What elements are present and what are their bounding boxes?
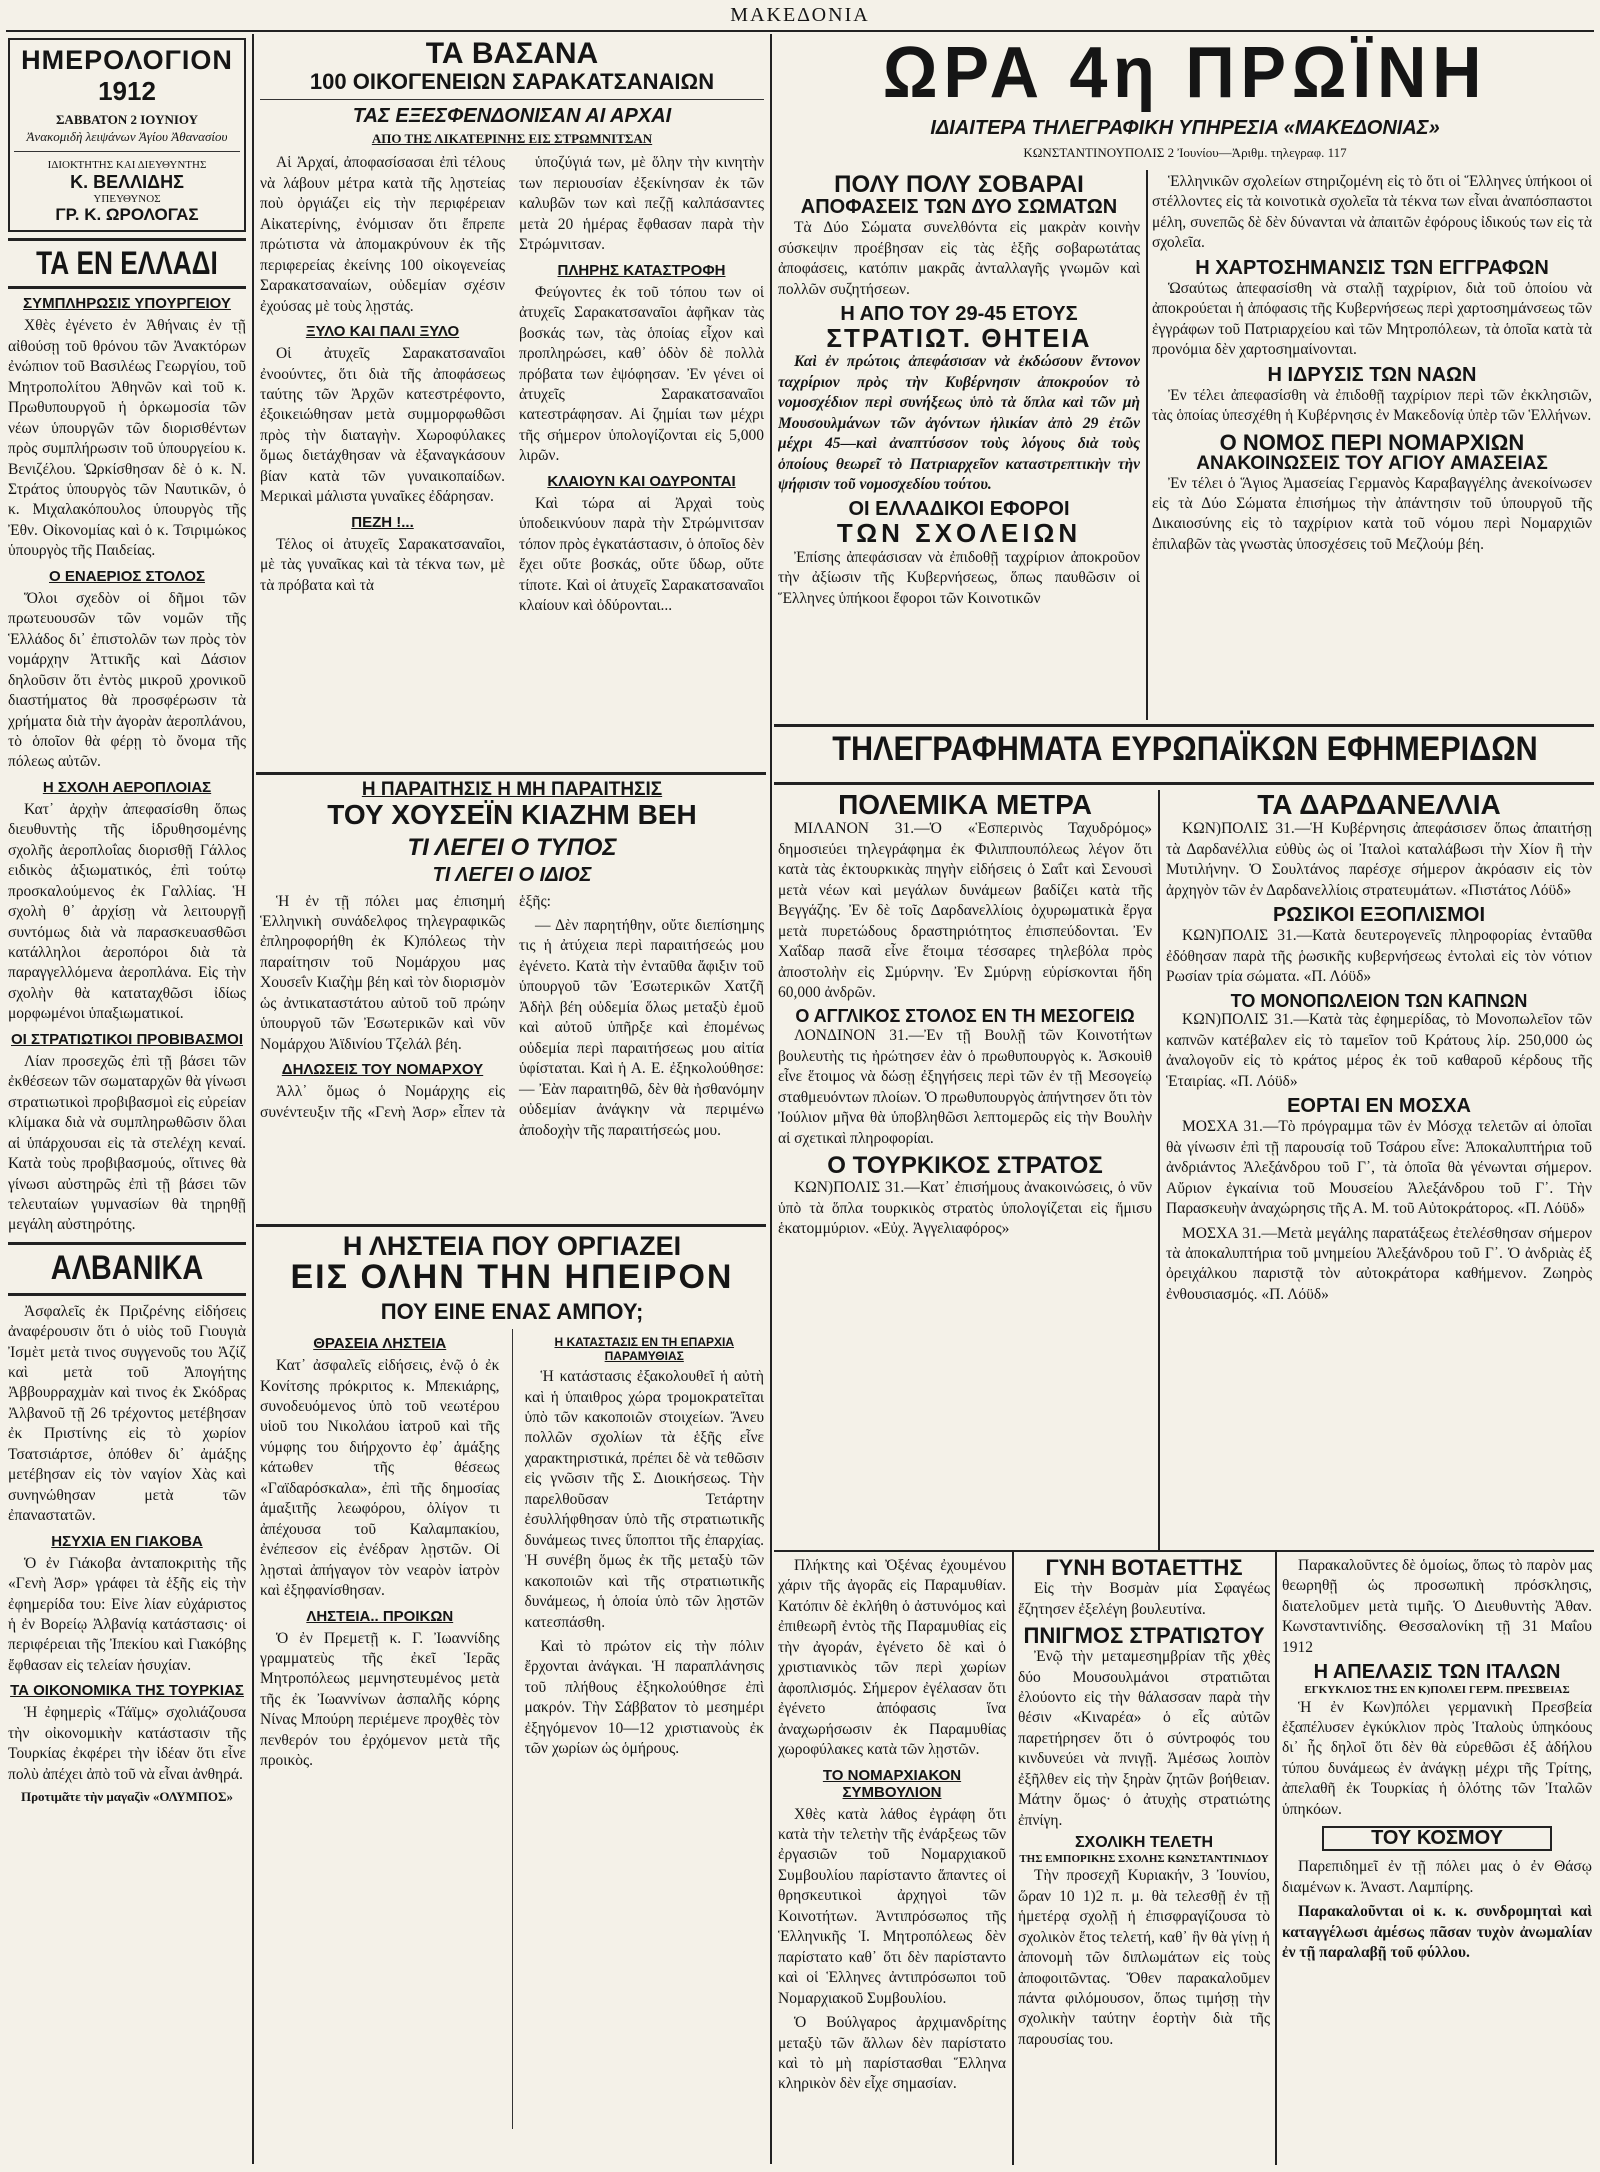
article-text: Ἡ ἐν Κων)πόλει γερμανικὴ Πρεσβεία ἐξαπέλυσεν ἐγκύκλιον πρὸς Ἰταλοὺς ὑπηκόους δι᾽ ἧς δηλοῖ ὅτι δὲν θὰ εὑρεθῶσι ἐξ ἀδήλου τύπου δυνάμεως ἐν ἀνάγκῃ μέχρι τῆς Τρίτης, ἀπελαθῆ ἐκ Τουρκίας ἡ ὁλότης τῶν Ἰταλῶν ὑπηκόων. (1282, 1698, 1592, 1818)
headline-time: ΩΡΑ 4η ΠΡΩΪΝΗ (882, 36, 1488, 113)
headline: Η ΧΑΡΤΟΣΗΜΑΝΣΙΣ ΤΩΝ ΕΓΓΡΑΦΩΝ (1195, 256, 1549, 279)
headline: ΣΧΟΛΙΚΗ ΤΕΛΕΤΗ (1074, 1834, 1214, 1852)
headline-service: ΙΔΙΑΙΤΕΡΑ ΤΗΛΕΓΡΑΦΙΚΗ ΥΠΗΡΕΣΙΑ «ΜΑΚΕΔΟΝΙΑΣ» (930, 116, 1440, 139)
deputy-name: ΓΡ. Κ. ΩΡΟΛΟΓΑΣ (55, 204, 199, 224)
article-text: Ἡ ἐν τῇ πόλει μας ἐπισημή Ἑλληνικὴ συνάδελφος τηλεγραφικῶς ἐπληροφορήθη ἐκ Κ)πόλεως τὴν παραίτησιν τοῦ Νομάρχου μας Χουσεΐν Κιαζὴμ βέη καὶ τὸν διορισμὸν ὡς ἀντικαταστάτου αὐτοῦ τοῦ πρώην ὑπουργοῦ τῶν Ἐσωτερικῶν καὶ νῦν Νομάρχου Ἀϊδινίου Τζελάλ βέη. (260, 892, 505, 1053)
article-text: Χθὲς ἐγένετο ἐν Ἀθήναις ἐν τῇ αἰθούσῃ τοῦ θρόνου τῶν Ἀνακτόρων ἐνώπιον τοῦ Βασιλέως Γεωργίου, τοῦ Μητροπολίτου Ἀθηνῶν καὶ τοῦ κ. Πρωθυπουργοῦ ἡ ὁρκωμοσία τῶν νέων ὑπουργῶν τῶν διορισθέντων πρὸς συμπλήρωσιν τοῦ ὑπουργείου κ. Βενιζέλου. Ὡρκίσθησαν δὲ ὁ κ. Ν. Στράτος ὑπουργὸς τῶν Ναυτικῶν, ὁ κ. Μιχαλακόπουλος ὑπουργὸς τῆς Ἐθν. Οἰκονομίας καὶ ὁ κ. Τσιριμώκος ὑπουργὸς τῆς Παιδείας. (8, 317, 246, 560)
headline: ΠΟΥ ΕΙΝΕ ΕΝΑΣ ΑΜΠΟΥ; (380, 1299, 644, 1325)
headline: ΑΠΟΦΑΣΕΙΣ ΤΩΝ ΔΥΟ ΣΩΜΑΤΩΝ (800, 196, 1118, 219)
article-text: ΜΟΣΧΑ 31.—Τὸ πρόγραμμα τῶν ἐν Μόσχᾳ τελετῶν αἱ ὁποῖαι θὰ γίνωσιν ἐπὶ τῇ παρουσίᾳ τοῦ Τσάρου εἶνε: Ἀποκαλυπτήρια τοῦ ἀνδριάντος Ἀλεξάνδρου τοῦ Γ᾽, τὰ ὁποῖα θὰ γένωνται σήμερον. Αὔριον ἐγκαίνια τοῦ Μουσείου Ἀλεξάνδρου τοῦ Γ᾽. Τὴν Παρασκευὴν ἀναχώρησις τῆς Α. Μ. τοῦ Αὐτοκράτορος. «Π. Λόϋδ» (1166, 1118, 1592, 1218)
headline: ΡΩΣΙΚΟΙ ΕΞΟΠΛΙΣΜΟΙ (1272, 904, 1485, 927)
column-rule (770, 34, 772, 2164)
section-title-european-papers: ΤΗΛΕΓΡΑΦΗΜΑΤΑ ΕΥΡΩΠΑΪΚΩΝ ΕΦΗΜΕΡΙΔΩΝ (832, 730, 1538, 768)
lower-right-col2 (1018, 1556, 1270, 2164)
section-rule (774, 782, 1594, 785)
headline: 100 ΟΙΚΟΓΕΝΕΙΩΝ ΣΑΡΑΚΑΤΣΑΝΑΙΩΝ (309, 68, 715, 94)
article-text: Ἀσφαλεῖς ἐκ Πριζρένης εἰδήσεις ἀναφέρουσιν ὅτι ὁ υἱὸς τοῦ Γιουγιὰ Ἰσμὲτ μετὰ τινος συγγενοῦς του Ἀζίζ καὶ μετὰ τοῦ Ἀπογήτης Ἀββουρραχμὰν καὶ τινος ἐκ Σκόδρας Ἀλβανοῦ τῇ 26 τρέχοντος μετέβησαν ἐκ Πριστίνης εἰς τὸ χωρίον Τσατσιάρτσε, ὁπόθεν δι᾽ ἀμάξης μετέβησαν εἰς τὸν ναγίον Χὰς καὶ συνηνώθησαν μετὰ τῶν ἐπαναστατῶν. (8, 1302, 246, 1525)
section-title-albania: ΑΛΒΑΝΙΚΑ (50, 1248, 204, 1287)
headline-society: ΤΟΥ ΚΟΣΜΟΥ (1322, 1826, 1552, 1851)
notice-text: Παρακαλοῦνται οἱ κ. κ. συνδρομηταὶ καὶ καταγγέλωσι ἀμέσως πᾶσαν τυχὸν ἀνωμαλίαν ἐν τῇ παραλαβῇ τοῦ φύλλου. (1282, 1903, 1592, 1962)
article-text: Λίαν προσεχῶς ἐπὶ τῇ βάσει τῶν ἐκθέσεων τῶν σωματαρχῶν θὰ γίνωσι στρατιωτικοὶ προβιβασμοὶ εἰς εὐρείαν κλίμακα διὰ νὰ συμπληρωθῶσιν ὅλαι αἱ ὑπάρχουσαι εἰς τὰ στελέχη κεναί. Κατὰ τοὺς προβιβασμούς, οἵτινες θὰ γίνωσι αὐστηρῶς ἐπὶ τῇ βάσει τῶν τελευταίων γυμνασίων θὰ τηρηθῇ μεγάλη αὐστηρότης. (8, 1052, 246, 1234)
story-sarakatsanaioi (260, 38, 764, 768)
headline: ΠΟΛΕΜΙΚΑ ΜΕΤΡΑ (838, 790, 1092, 820)
article-text: Καὶ τώρα αἱ Ἀρχαὶ τοὺς ὑποδεικνύουν παρὰ τὴν Στρώμνιτσαν τόπον πρὸς ἐγκατάστασιν, ὁ ὁποῖος δὲν ἔχει οὔτε βοσκάς, οὔτε ὕδωρ, οὔτε τίποτε. Καὶ οἱ ἀτυχεῖς Σαρακατσαναῖοι κλαίουν καὶ ὀδύρονται... (519, 494, 764, 615)
telegram-patriarchate-cont (1152, 172, 1592, 720)
article-text: Εἰς τὴν Βοσμὰν μία Σφαγέως ἔζητησεν ἐξελέγη βουλευτίνα. (1018, 1580, 1270, 1618)
dateline: ΚΩΝΣΤΑΝΤΙΝΟΥΠΟΛΙΣ 2 Ἰουνίου—Ἀριθμ. τηλεγραφ. 117 (1023, 144, 1347, 160)
headline: Η ΑΠΕΛΑΣΙΣ ΤΩΝ ΙΤΑΛΩΝ (1313, 1661, 1561, 1684)
article-text: Ἐν τέλει ἀπεφασίσθη νὰ ἐπιδοθῇ ταχρίριον περὶ τῶν ἐκκλησιῶν, τὰς ὁποίας ὑπεσχέθη ἡ Κυβέρνησις ἐν Μακεδονίᾳ ὑπὲρ τῶν Ἑλλήνων. (1152, 386, 1592, 425)
headline: Ο ΑΓΓΛΙΚΟΣ ΣΤΟΛΟΣ ΕΝ ΤΗ ΜΕΣΟΓΕΙΩ (795, 1006, 1135, 1027)
story-column (260, 1329, 500, 2129)
deputy-label: ΥΠΕΥΘΥΝΟΣ (93, 192, 161, 205)
headline-sub: ΕΓΚΥΚΛΙΟΣ ΤΗΣ ΕΝ Κ)ΠΟΛΕΙ ΓΕΡΜ. ΠΡΕΣΒΕΙΑΣ (1304, 1684, 1570, 1697)
article-text: Ὡσαύτως ἀπεφασίσθη νὰ σταλῇ ταχρίριον, διὰ τοῦ ὁποίου νὰ ἀποκρούεται ἡ ἀπόφασις τῆς Κυβερνήσεως περὶ χαρτοσημάνσεως τῶν ἐγγράφων τοῦ Πατριαρχείου καὶ τῶν Μητροπόλεων, τὰ ὁποῖα κατὰ τὰ προνόμια δὲν χαρτοσημαίνονται. (1152, 279, 1592, 359)
article-heading: ΚΛΑΙΟΥΝ ΚΑΙ ΟΔΥΡΟΝΤΑΙ (547, 472, 736, 490)
article-text: Ἐνῷ τὴν μεταμεσημβρίαν τῆς χθὲς δύο Μουσουλμάνοι στρατιῶται ἐλούοντο εἰς τὴν θάλασσαν παρὰ τὴν θέσιν «Κιναρέα» ὁ εἷς αὐτῶν παρετήρησεν ὅτι ὁ σύντροφός του κινδυνεύει νὰ πνιγῇ. Ἀμέσως λοιπὸν ἐξῆλθεν εἰς τὴν ξηρὰν ζητῶν βοήθειαν. Μάτην ὅμως· ὁ ἀτυχὴς στρατιώτης ἐπνίγη. (1018, 1648, 1270, 1829)
article-text: ΚΩΝ)ΠΟΛΙΣ 31.—Ἡ Κυβέρνησις ἀπεφάσισεν ὅπως ἀπαιτήσῃ τὰ Δαρδανέλλια εὐθὺς ὡς οἱ Ἰταλοὶ καταλάβωσι τὴν Χίον ἢ τὴν Μυτιλήνην. Ὁ Σουλτάνος παρέσχε σήμερον ἀκρόασιν εἰς τὸν ἀρχηγὸν τῶν ἐν Δαρδανελλίοις στρατευμάτων. «Πιστάτος Λόϋδ» (1166, 820, 1592, 899)
headline: ΤΑ ΔΑΡΔΑΝΕΛΛΙΑ (1257, 790, 1501, 820)
article-text: Τὰ Δύο Σώματα συνελθόντα εἰς μακρὰν κοινὴν σύσκεψιν προέβησαν εἰς τὰς ἑξῆς σοβαρωτάτας ἀποφάσεις, κατόπιν μακρᾶς ἀνταλλαγῆς γνωμῶν καὶ πολλῶν συζητήσεων. (778, 219, 1140, 298)
headline: Η ΙΔΡΥΣΙΣ ΤΩΝ ΝΑΩΝ (1267, 363, 1477, 386)
article-text: Καὶ ἐν πρώτοις ἀπεφάσισαν νὰ ἐκδώσουν ἔντονον ταχρίριον πρὸς τὴν Κυβέρνησιν ἀποκρούον τὸ νομοσχέδιον περὶ συνήξεως ὑπὸ τὰ ὅπλα καὶ τῶν μὴ Μουσουλμάνων τῶν ἀγόντων ἡλικίαν ἀπὸ 29 ἐτῶν μέχρι 45—καὶ ἀναπτύσσον τοὺς λόγους διὰ τοὺς ὁποίους θεωρεῖ τὸ Πατριαρχεῖον καταστρεπτικὴν τὴν ψήφισιν τοῦ νομοσχεδίου τούτου. (778, 353, 1140, 494)
headline: ΕΙΣ ΟΛΗΝ ΤΗΝ ΗΠΕΙΡΟΝ (290, 1258, 734, 1297)
article-text: ΚΩΝ)ΠΟΛΙΣ 31.—Κατὰ τὰς ἐφημερίδας, τὸ Μονοπωλεῖον τῶν καπνῶν κατέβαλεν εἰς τὸ ταμεῖον τοῦ Κράτους λίρ. 250,000 ὡς ἀναλογοῦν εἰς τὸ κράτος μέρος ἐκ τοῦ καθαροῦ κέρδους τῆς Ἑταιρίας. «Π. Λόϋδ» (1166, 1011, 1592, 1090)
european-telegrams-left (778, 790, 1152, 1548)
article-heading: ΠΕΖΗ !... (351, 513, 414, 531)
calendar-date: ΣΑΒΒΑΤΟΝ 2 ΙΟΥΝΙΟΥ (55, 111, 199, 127)
column-left (8, 38, 246, 2164)
telegraph-header (778, 36, 1592, 170)
article-text: Τὴν προσεχῆ Κυριακήν, 3 Ἰουνίου, ὥραν 10 1)2 π. μ. θὰ τελεσθῇ ἐν τῇ ἡμετέρᾳ σχολῇ ἡ ἐπισφραγίζουσα τὸ σχολικὸν ἔτος τελετή, καθ᾽ ἣν θὰ γίνῃ ἡ ἀπονομὴ τῶν διπλωμάτων εἰς τοὺς ἀποφοιτῶντας. Ὅθεν παρακαλοῦμεν πάντα φιλόμουσον, ὅπως τιμήσῃ τὴν σχολικὴν ταύτην ἑορτὴν διὰ τῆς παρουσίας του. (1018, 1867, 1270, 2048)
column-rule (1158, 790, 1160, 1550)
story-body (260, 153, 764, 768)
headline: ΠΝΙΓΜΟΣ ΣΤΡΑΤΙΩΤΟΥ (1023, 1623, 1265, 1648)
headline: ΕΟΡΤΑΙ ΕΝ ΜΟΣΧΑ (1287, 1095, 1471, 1118)
article-heading: ΣΥΜΠΛΗΡΩΣΙΣ ΥΠΟΥΡΓΕΙΟΥ (23, 295, 231, 313)
headline: ΣΤΡΑΤΙΩΤ. ΘΗΤΕΙΑ (826, 323, 1092, 353)
owner-label: ΙΔΙΟΚΤΗΤΗΣ ΚΑΙ ΔΙΕΥΘΥΝΤΗΣ (47, 159, 207, 172)
calendar-title: ΗΜΕΡΟΛΟΓΙΟΝ (21, 45, 233, 75)
lower-right-col1 (778, 1556, 1006, 2164)
section-rule (774, 1550, 1594, 1552)
article-heading: ΤΑ ΟΙΚΟΝΟΜΙΚΑ ΤΗΣ ΤΟΥΡΚΙΑΣ (10, 1682, 244, 1700)
article-text: Κατ᾽ ἀσφαλεῖς εἰδήσεις, ἐνῷ ὁ ἐκ Κονίτσης πρόκριτος κ. Μπεκιάρης, συνοδευόμενος ὑπὸ τοῦ νεωτέρου υἱοῦ του Νικολάου ἰατροῦ καὶ τῆς νύμφης του διήρχοντο ἐφ᾽ ἁμάξης κάτωθεν τῆς θέσεως «Γαϊδαρόσκαλα», ἐπὶ τῆς δημοσίας ἁμαξιτῆς λεωφόρου, ὀλίγον τι ἀπέχουσα τοῦ Καλαμπακίου, ἐνέπεσον εἰς ἐνέδραν λῃστῶν. Οἱ λῃσταὶ ἀπήγαγον τὸν νεαρὸν ἰατρὸν καὶ ἐξηφανίσθησαν. (260, 1357, 500, 1600)
headline: Ο ΤΟΥΡΚΙΚΟΣ ΣΤΡΑΤΟΣ (827, 1152, 1103, 1180)
article-text: Πλήκτης καὶ Ὀξένας ἐχουμένου χάριν τῆς ἀγορᾶς εἰς Παραμυθίαν. Κατόπιν δὲ ἐκλήθη ὁ ἀστυνόμος καὶ ἐπιθεωρῆ ἐντὸς τῆς Παραμυθίας εἰς τὴν ἀγοράν, ἐγένετο δὲ καὶ ὁ χριστιανικὸς τῶν περὶ χωρίων ἀφοπλισμός. Σήμερον ἐγέλασαν ὅτι ἐγένετο ἀπόφασις ἵνα ἀναχωρήσωσιν ἐκ Παραμυθίας χωροφύλακες κατὰ τῶν λῃστῶν. (778, 1557, 1006, 1759)
column-rule (1146, 170, 1148, 720)
headline: Η ΠΑΡΑΙΤΗΣΙΣ Η ΜΗ ΠΑΡΑΙΤΗΣΙΣ (361, 780, 663, 800)
headline: ΤΙ ΛΕΓΕΙ Ο ΤΥΠΟΣ (407, 834, 617, 862)
story-rule (256, 1224, 766, 1227)
article-text: ΛΟΝΔΙΝΟΝ 31.—Ἐν τῇ Βουλῇ τῶν Κοινοτήτων βουλευτὴς τις ἠρώτησεν ἐὰν ὁ πρωθυπουργὸς κ. Ἀσκουὶθ εἶνε ἕτοιμος νὰ δώσῃ ἐξηγήσεις περὶ τῶν ἐν τῇ Μεσογείῳ σταθμευόντων πλοίων. Ὁ πρωθυπουργὸς ἀπήντησεν ὅτι τὸν Ἰούλιον μῆνα θὰ ὑποβληθῶσι λεπτομερῶς εἰς τὴν Βουλὴν αἱ σχετικαὶ πληροφορίαι. (778, 1027, 1152, 1147)
article-text: Χθὲς κατὰ λάθος ἐγράφη ὅτι κατὰ τὴν τελετὴν τῆς ἐνάρξεως τῶν ἐργασιῶν τοῦ Νομαρχιακοῦ Συμβουλίου παρίσταντο ἅπαντες οἱ θρησκευτικοὶ ἀρχηγοὶ τῶν Κοινοτήτων. Ἀντιπρόσωπος τῆς Ἑλληνικῆς Ἱ. Μητροπόλεως δὲν παρίστατο καθ᾽ ὅτι δὲν παρίσταντο καὶ οἱ Ἑλληνες ἀντιπρόσωποι τοῦ Νομαρχιακοῦ Συμβουλίου. (778, 1805, 1006, 2007)
headline: Ο ΝΟΜΟΣ ΠΕΡΙ ΝΟΜΑΡΧΙΩΝ (1219, 429, 1525, 455)
article-text: ΚΩΝ)ΠΟΛΙΣ 31.—Κατὰ δευτερογενεῖς πληροφορίας ἐνταῦθα ἐδόθησαν παρὰ τῆς ῥωσικῆς κυβερνήσεως ἐντολαὶ εἰς τὸν νότιον Ρωσίαν τρία σώματα. «Π. Λόϋδ» (1166, 927, 1592, 986)
headline: ΤΑΣ ΕΞΕΣΦΕΝΔΟΝΙΣΑΝ ΑΙ ΑΡΧΑΙ (352, 104, 672, 127)
headline: ΤΩΝ ΣΧΟΛΕΙΩΝ (836, 518, 1082, 549)
article-text: Ὁ ἐν Πρεμετῇ κ. Γ. Ἰωαννίδης γραμματεὺς τῆς ἐκεῖ Ἱερᾶς Μητροπόλεως μεμνηστευμένος μετὰ τῆς ἐκ Ἰωαννίνων ἀσπαλῆς κόρης Νίνας Μπούρη περιέμενε προχθὲς τὸν πενθερόν του ἐρχόμενον μετὰ τῆς προικὸς. (260, 1629, 500, 1770)
article-text: Ἐπίσης ἀπεφάσισαν νὰ ἐπιδοθῇ ταχρίριον ἀποκροῦον τὴν ἀξίωσιν τῆς Κυβερνήσεως, ὅπως παυθῶσιν οἱ Ἕλληνες ὑπήκοοι ἔφοροι τῶν Κοινοτικῶν (778, 548, 1140, 607)
article-heading: ΗΣΥΧΙΑ ΕΝ ΓΙΑΚΟΒΑ (51, 1532, 203, 1550)
headline: ΟΙ ΕΛΛΑΔΙΚΟΙ ΕΦΟΡΟΙ (848, 498, 1070, 521)
article-text: Ἑλληνικῶν σχολείων στηριζομένη εἰς τὸ ὅτι οἱ Ἕλληνες ὑπήκοοι οἱ στέλλοντες εἰς τὰ κοινοτικὰ σχολεῖα τὰ τέκνα των εἶναι ἀναπόσπαστοι μέλη, συνεπῶς δὲ δὲν δύνανται νὰ ἀπαιτῶν ἐφόρους ἰδικούς των εἰς τὰ σχολεῖα. (1152, 173, 1592, 252)
lower-right-col3 (1282, 1556, 1592, 2164)
article-text: Ὁ Βούλγαρος ἀρχιμανδρίτης μεταξὺ τῶν ἄλλων δὲν παρίστατο καὶ τὸ μὴ παρίστασθαι Ἕλληνα κληρικὸν δὲν εἶχε σημασίαν. (778, 2014, 1006, 2093)
article-heading: Η ΚΑΤΑΣΤΑΣΙΣ ΕΝ ΤΗ ΕΠΑΡΧΙΑ ΠΑΡΑΜΥΘΙΑΣ (554, 1335, 734, 1364)
headline: ΓΥΝΗ ΒΟΤΑΕΤΤΗΣ (1045, 1556, 1243, 1580)
section-rule (774, 724, 1594, 727)
story-epirus-banditry (260, 1232, 764, 2164)
footer-advert: Προτιμᾶτε τὴν μαγαζὶν «ΟΛΥΜΠΟΣ» (20, 1789, 234, 1805)
article-heading: ΛΗΣΤΕΙΑ.. ΠΡΟΙΚΩΝ (306, 1607, 454, 1625)
article-text: Αἱ Ἀρχαί, ἀποφασίσασαι ἐπὶ τέλους νὰ λάβουν μέτρα κατὰ τῆς λῃστείας ποὺ ὀργιάζει εἰς τὴν περιφέρειαν Αἰκατερίνης, ἐνόμισαν ὅτι ἔπρεπε πρώτιστα νὰ ἀπομακρύνουν ἐκ τῆς περιφερείας ἐκείνης 100 οἰκογενείας Σαρακατσαναίων, οὐδεμίαν σχέσιν ἐχούσας μὲ τοὺς λῃστάς. (260, 154, 505, 315)
headline-sub: ΑΠΟ ΤΗΣ ΛΙΚΑΤΕΡΙΝΗΣ ΕΙΣ ΣΤΡΩΜΝΙΤΣΑΝ (371, 130, 653, 146)
article-text: Παρακαλοῦντες δὲ ὁμοίως, ὅπως τὸ παρὸν μας θεωρηθῇ ὡς προσωπικὴ πρόσκλησις, διατελοῦμεν μετὰ τιμῆς. Ὁ Διευθυντὴς Ἀθαν. Κωνσταντινίδης. Θεσσαλονίκη τῇ 31 Μαΐου 1912 (1282, 1557, 1592, 1656)
article-heading: ΘΡΑΣΕΙΑ ΛΗΣΤΕΙΑ (313, 1335, 447, 1353)
headline: Η ΛΗΣΤΕΙΑ ΠΟΥ ΟΡΓΙΑΖΕΙ (342, 1232, 682, 1261)
headline-sub: ΤΗΣ ΕΜΠΟΡΙΚΗΣ ΣΧΟΛΗΣ ΚΩΝΣΤΑΝΤΙΝΙΔΟΥ (1019, 1852, 1269, 1865)
headline: ΤΑ ΒΑΣΑΝΑ (425, 38, 599, 70)
article-heading: ΞΥΛΟ ΚΑΙ ΠΑΛΙ ΞΥΛΟ (305, 323, 460, 341)
headline: ΤΟΥ ΧΟΥΣΕΪΝ ΚΙΑΖΗΜ ΒΕΗ (327, 798, 697, 830)
article-text: ὑποζύγιά των, μὲ ὅλην τὴν κινητὴν των περιουσίαν ἐξεκίνησαν ἐκ τῶν καλυβῶν των καὶ πεζῇ καλπάσαντες μετὰ 20 ἡμέρας ἔφθασαν παρὰ τὴν Στρώμνιτσαν. (519, 154, 764, 254)
article-heading: ΟΙ ΣΤΡΑΤΙΩΤΙΚΟΙ ΠΡΟΒΙΒΑΣΜΟΙ (11, 1030, 243, 1048)
headline: ΠΟΛΥ ΠΟΛΥ ΣΟΒΑΡΑΙ (834, 172, 1084, 198)
story-body (260, 1329, 764, 2129)
headline: ΤΟ ΜΟΝΟΠΩΛΕΙΟΝ ΤΩΝ ΚΑΠΝΩΝ (1230, 990, 1528, 1011)
calendar-year: 1912 (98, 76, 156, 107)
article-heading: ΔΗΛΩΣΕΙΣ ΤΟΥ ΝΟΜΑΡΧΟΥ (281, 1061, 484, 1079)
european-telegrams-right (1166, 790, 1592, 1548)
calendar-box (8, 38, 246, 232)
masthead: ΜΑΚΕΔΟΝΙΑ (730, 4, 870, 26)
article-text: Οἱ ἀτυχεῖς Σαρακατσαναῖοι ἐνοούντες, ὅτι διὰ τῆς ἀποφάσεως ταύτης τῶν Ἀρχῶν κατεστρέφοντο, ἐξοικειώθησαν μετὰ συμμορφωθῶσι πρὸς τὴν διαταγὴν. Χωροφύλακες ὅμως διετάχθησαν νὰ ἐξαναγκάσουν βίαν κατὰ τῶν γυναικοπαίδων. Μερικαὶ μάλιστα γυναῖκες ἐδάρησαν. (260, 345, 505, 506)
column-rule (1275, 1550, 1277, 2165)
article-text: Ἡ ἐφημερὶς «Τάϊμς» σχολιάζουσα τὴν οἰκονομικὴν κατάστασιν τῆς Τουρκίας ἐκφέρει τὴν ἰδέαν ὅτι εἶνε πολὺ ἀπέχει ἀπὸ τοῦ νὰ εἶναι ἀνθηρά. (8, 1704, 246, 1783)
owner-name: Κ. ΒΕΛΛΙΔΗΣ (70, 171, 184, 192)
article-text: Ἀλλ᾽ ὅμως ὁ Νομάρχης εἰς συνέντευξιν τῆς «Γενὴ Ἀσρ» εἶπεν τὰ ἑξῆς: (260, 892, 551, 1121)
article-text: ΜΟΣΧΑ 31.—Μετὰ μεγάλης παρατάξεως ἐτελέσθησαν σήμερον τὰ ἀποκαλυπτήρια τοῦ μνημείου Ἀλεξάνδρου τοῦ Γ᾽. Ὁ ἀνδριὰς ἐξ ὀρειχάλκου παριστᾷ τὸν αὐτοκράτορα καθήμενον. Ζωηρὸς ἐνθουσιασμός. «Π. Λόϋδ» (1166, 1224, 1592, 1303)
column-rule (252, 34, 254, 2164)
article-heading: Η ΣΧΟΛΗ ΑΕΡΟΠΛΟΙΑΣ (42, 778, 212, 796)
article-text: Καὶ τὸ πρώτον εἰς τὴν πόλιν ἔρχονται ἀνάγκαι. Ἡ παραπλάνησις τοῦ πλήθους ἐξηκολούθησε ἐπὶ μακρόν. Τὴν Σάββατον τὸ μεσημέρι ἐξηγόμενον 10—12 χριστιανοὺς ἐκ τῶν χωρίων ὡς ὁμήρους. (524, 1638, 764, 1758)
masthead-rule (6, 30, 1594, 32)
column-rule (1012, 1550, 1014, 2165)
headline: Η ΑΠΟ ΤΟΥ 29-45 ΕΤΟΥΣ (840, 303, 1078, 325)
article-text: ΜΙΛΑΝΟΝ 31.—Ὁ «Ἑσπερινὸς Ταχυδρόμος» δημοσιεύει τηλεγράφημα ἐκ Φιλιππουπόλεως λέγον ὅτι κατὰ τὰς ἐκτουρκικὰς πηγὴν εἰδήσεις ὁ Σαΐτ καὶ Σενουσὶ μετὰ νέων καὶ μεγάλων δυνάμεων βαδίζει κατὰ τῆς Βεγγάζης. Ἐν δὲ τοῖς Δαρδανελλίοις ὀχυρωματικὰ ἔργα μετὰ πυρετώδους δραστηριότητος ἐπισπεύδονται. Ἐν Χαΐδαρ πασᾶ εἶνε ἕτοιμα τέσσαρες τηλεβόλα πρὸς ἀποστολὴν εἰς Σμύρνην. Ἐν Σμύρνῃ εὑρίσκονται ἤδη 60,000 ἀνδρῶν. (778, 820, 1152, 1002)
article-heading: ΠΛΗΡΗΣ ΚΑΤΑΣΤΡΟΦΗ (557, 261, 726, 279)
article-text: Ὅλοι σχεδὸν οἱ δῆμοι τῶν πρωτευουσῶν τῶν νομῶν τῆς Ἑλλάδος δι᾽ ἐπιστολῶν των πρὸς τὸν νομάρχην Ἀττικῆς καὶ Δάσιον δηλοῦσιν ὅτι ἐντὸς μικροῦ χρονικοῦ διαστήματος θὰ προσφέρωσιν τὰ χρήματα διὰ τὴν ἀγορὰν ἀεροπλάνου, τὸ ὁποῖον θὰ φέρῃ τὸ ὄνομα τῆς πόλεως αὐτῶν. (8, 589, 246, 771)
article-text: Κατ᾽ ἀρχὴν ἀπεφασίσθη ὅπως διευθυντὴς τῆς ἱδρυθησομένης σχολῆς ἀεροπλοΐας διορισθῇ Γάλλος ειδικὸς ἀξιωματικός, ἐπὶ τούτῳ προσκαλούμενος ἐκ Γαλλίας. Ἡ σχολὴ θ᾽ ἀρχίσῃ νὰ λειτουργῇ συντόμως διὰ νὰ παρασκευασθῶσι κατάλληλοι ἀεροπόροι διὰ τὰ παραγγελλόμενα ἀεροπλάνα. Εἰς τὴν σχολὴν θὰ καταταχθῶσι ἰδίως μορφωμένοι ὑπαξιωματικοί. (8, 800, 246, 1023)
story-body (260, 892, 764, 1212)
article-text: Τέλος οἱ ἀτυχεῖς Σαρακατσαναῖοι, μὲ τὰς γυναῖκας καὶ τὰ τέκνα των, μὲ τὰ πρόβατα καὶ τὰ (260, 535, 505, 594)
story-rule (256, 772, 766, 775)
article-heading: Ο ΕΝΑΕΡΙΟΣ ΣΤΟΛΟΣ (49, 567, 205, 585)
section-title-greece: ΤΑ ΕΝ ΕΛΛΑΔΙ (36, 244, 218, 281)
article-text: ΚΩΝ)ΠΟΛΙΣ 31.—Κατ᾽ ἐπισήμους ἀνακοινώσεις, ὁ νῦν ὑπὸ τὰ ὅπλα τουρκικὸς στρατὸς ὑπολογίζεται εἰς ἥμισυ ἑκατομμύριον. «Εὐχ. Ἀγγελιαφόρος» (778, 1179, 1152, 1238)
article-text: Ὁ ἐν Γιάκοβα ἀνταποκριτὴς τῆς «Γενὴ Ἀσρ» γράφει τὰ ἑξῆς εἰς τὴν ἐφημερίδα του: Εἰνε λίαν εὐχάριστος ἡ ἐν Βορείῳ Ἀλβανίᾳ κατάστασις· οἱ περιφέρειαι τῆς Ἰπεκίου καὶ Γιακόβης ἔφθασαν εἰς τελείαν ἡσυχίαν. (8, 1554, 246, 1674)
article-heading: ΤΟ ΝΟΜΑΡΧΙΑΚΟΝ ΣΥΜΒΟΥΛΙΟΝ (822, 1766, 962, 1801)
article-text: — Δὲν παρητήθην, οὔτε διεπίσημης τις ἡ ἀτύχεια περὶ παραιτήσεώς μου ἐγένετο. Κατὰ τὴν ἐνταῦθα ἄφιξιν τοῦ ὑπουργοῦ τῶν Ἐσωτερικῶν Χατζῆ Ἀδὴλ βέη οὐδεμία ὅλως μεταξὺ ἐμοῦ καὶ αὐτοῦ ὑπῆρξε καὶ ἐπομένως οὐδεμία περὶ παραιτήσεως μου αἰτία ὑφίσταται. Καὶ ἡ Α. Ε. ἐξηκολούθησε: — Ἐὰν παραιτηθῶ, δὲν θὰ ἠσθανόμην οὐδεμίαν ἀνάγκην νὰ περιμένω ἀποδοχὴν τῆς παραιτήσεώς μου. (519, 916, 764, 1139)
article-text: Ἡ κατάστασις ἐξακολουθεῖ ἡ αὐτὴ καὶ ἡ ὑπαιθρος χώρα τρομοκρατεῖται ὑπὸ τῶν κακοποιῶν στοιχείων. Ἄνευ πολλῶν σχολίων τὰ ἑξῆς εἶνε χαρακτηριστικά, πρέπει δὲ νὰ τεθῶσιν εἰς γνῶσιν τῆς Σ. Διοικήσεως. Τὴν παρελθοῦσαν Τετάρτην ἐσυλλήφθησαν ὑπὸ τῆς στρατιωτικῆς δυνάμεως τινες ὕποπτοι τῆς ἐπαρχίας. Ἡ συνέβη ὅμως ἐκ τῆς μεταξὺ τῶν κακοποιῶν καὶ τῆς στρατιωτικῆς δυνάμεως, ἡ ὁποία ὑπὸ τῶν λῃστῶν κατεσπάσθη. (524, 1368, 764, 1631)
article-text: Φεύγοντες ἐκ τοῦ τόπου των οἱ ἀτυχεῖς Σαρακατσαναῖοι ἀφῆκαν τὰς βοσκάς των, τὰς ὁποίας εἶχον καὶ προπληρώσει, καθ᾽ ὁδὸν δὲ πολλὰ πρόβατα των ἐψόφησαν. Ἐν γένει οἱ ἀτυχεῖς Σαρακατσαναῖοι κατεστράφησαν. Αἱ ζημίαι των μέχρι τῆς σήμερον ὑπολογίζονται εἰς 5,000 λιρῶν. (519, 283, 764, 465)
story-resignation (260, 780, 764, 1220)
headline: ΑΝΑΚΟΙΝΩΣΕΙΣ ΤΟΥ ΑΓΙΟΥ ΑΜΑΣΕΙΑΣ (1196, 452, 1548, 474)
article-text: Ἐν τέλει ὁ Ἅγιος Ἀμασείας Γερμανὸς Καραβαγγέλης ἀνεκοίνωσεν εἰς τὰ Δύο Σώματα ἐπισήμως τὴν ἀπάντησιν τοῦ ὑπουργοῦ τῆς Δικαιοσύνης εἰς τὸ ταχρίριον κατὰ τοῦ νόμου περὶ Νομαρχιῶν ἐπιλαβῶν τὰς γνωστὰς ὑποσχέσεις τοῦ Μεζλούμ βέη. (1152, 474, 1592, 553)
calendar-saints: Ἀνακομιδὴ λειψάνων Ἁγίου Ἀθανασίου (26, 128, 228, 144)
headline: ΤΙ ΛΕΓΕΙ Ο ΙΔΙΟΣ (432, 863, 592, 886)
telegram-patriarchate (778, 172, 1140, 720)
story-column (525, 1329, 765, 2129)
article-text: Παρεπιδημεῖ ἐν τῇ πόλει μας ὁ ἐν Θάσῳ διαμένων κ. Ἀναστ. Λαμπίρης. (1282, 1858, 1592, 1896)
